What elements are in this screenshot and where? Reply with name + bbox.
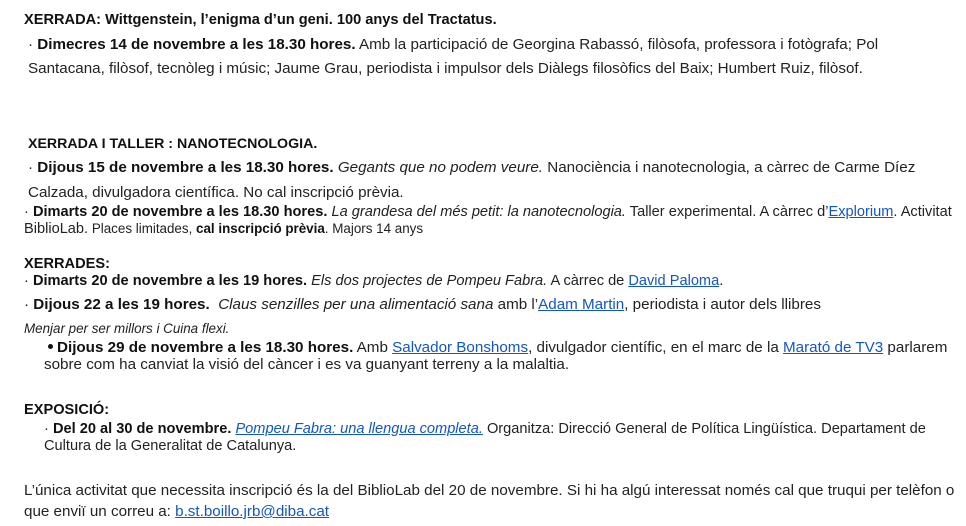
section-heading: XERRADA I TALLER : NANOTECNOLOGIA. <box>28 136 318 152</box>
bullet: · <box>28 159 34 176</box>
section-exposicio <box>24 402 956 455</box>
event-description: Amb <box>353 338 393 356</box>
book-titles: Menjar per ser millors i Cuina flexi. <box>24 320 230 336</box>
event-description: . Activitat BiblioLab. <box>24 204 952 237</box>
event-note: Places limitades, <box>88 221 197 236</box>
event-description: Nanociència i nanotecnologia, a càrrec de Carme Díez Calzada, divulgadora científica. No cal inscripció prèvia. <box>28 159 916 201</box>
bullet: · <box>44 421 49 437</box>
bullet: · <box>24 273 29 289</box>
explorium-link[interactable]: Explorium <box>828 204 894 220</box>
event-description: A càrrec de <box>547 273 629 289</box>
event-description: Organitza: Direcció General de Política Lingüística. Departament de Cultura de la Generalitat de Catalunya. <box>44 421 926 454</box>
footer-note <box>24 480 956 522</box>
event-description: parlarem sobre com ha canviat la visió del càncer i es va guanyant terreny a la malaltia. <box>44 338 948 373</box>
section-nanotecnologia <box>24 136 956 238</box>
event-title: Claus senzilles per una alimentació sana <box>218 296 494 313</box>
bullet: · <box>24 296 30 313</box>
event-title: La grandesa del més petit: la nanotecnologia. <box>331 204 626 220</box>
event-description: Taller experimental. A càrrec d’ <box>625 204 829 220</box>
bullet-dot-icon <box>48 344 53 349</box>
event-date: Dijous 22 a les 19 hores. <box>33 296 210 313</box>
bullet: · <box>24 204 29 220</box>
event-description: , divulgador científic, en el marc de la <box>528 338 784 356</box>
section-xerrades <box>24 256 956 373</box>
david-paloma-link[interactable]: David Paloma <box>628 273 720 289</box>
age-note: . Majors 14 anys <box>324 221 424 236</box>
adam-martin-link[interactable]: Adam Martin <box>538 296 625 313</box>
email-link[interactable]: b.st.boillo.jrb@diba.cat <box>175 503 330 520</box>
event-date: Del 20 al 30 de novembre. <box>52 421 232 437</box>
event-description: Amb la participació de Georgina Rabassó, filòsofa, professora i fotògrafa; Pol Santacana, filòsof, tecnòleg i músic; Jaume Grau, periodista i impulsor dels Diàlegs filosòfics del Baix; Humbert Ruiz, filòsof. <box>28 35 879 77</box>
section-heading: XERRADES: <box>24 256 110 272</box>
marato-tv3-link[interactable]: Marató de TV3 <box>783 338 884 356</box>
bullet: · <box>28 35 34 53</box>
registration-note: cal inscripció prèvia <box>196 221 325 236</box>
footer-text: L’única activitat que necessita inscripció és la del BiblioLab del 20 de novembre. Si hi ha algú interessat només cal que truqui per telèfon o que enviï un correu a: <box>24 482 955 520</box>
section-wittgenstein <box>24 8 956 82</box>
punctuation: . <box>719 273 724 289</box>
event-date: Dijous 15 de novembre a les 18.30 hores. <box>37 159 334 176</box>
event-date: Dimecres 14 de novembre a les 18.30 hores. <box>37 35 356 53</box>
section-heading: XERRADA: Wittgenstein, l’enigma d’un geni. 100 anys del Tractatus. <box>24 12 497 28</box>
event-title: Gegants que no podem veure. <box>337 159 544 176</box>
event-title: Els dos projectes de Pompeu Fabra. <box>311 273 548 289</box>
event-description: amb l’ <box>493 296 539 313</box>
event-date: Dijous 29 de novembre a les 18.30 hores. <box>57 338 354 356</box>
event-description: , periodista i autor dels llibres <box>624 296 821 313</box>
event-date: Dimarts 20 de novembre a les 18.30 hores. <box>32 204 328 220</box>
event-date: Dimarts 20 de novembre a les 19 hores. <box>32 273 308 289</box>
salvador-bonshoms-link[interactable]: Salvador Bonshoms <box>392 338 529 356</box>
exhibition-link[interactable]: Pompeu Fabra: una llengua completa. <box>235 421 483 437</box>
section-heading: EXPOSICIÓ: <box>24 402 110 418</box>
